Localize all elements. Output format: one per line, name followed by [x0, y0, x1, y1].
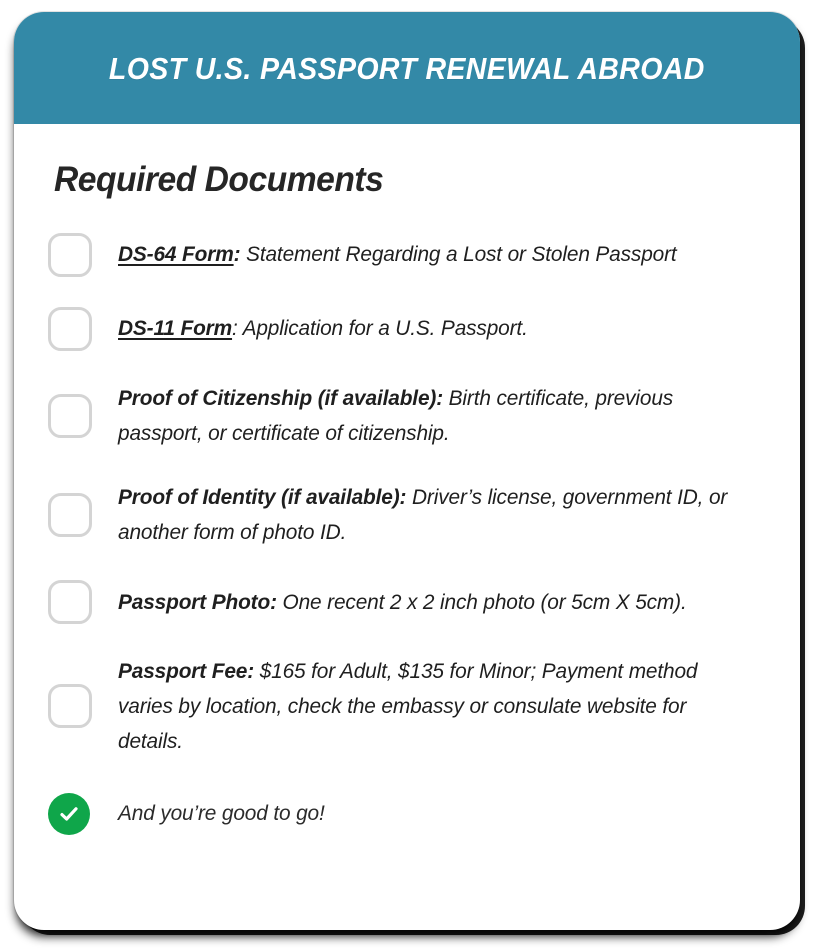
list-item-description: Application for a U.S. Passport. — [237, 316, 528, 341]
list-item-lead: Passport Photo — [118, 589, 271, 614]
list-item[interactable] — [48, 233, 766, 277]
list-item-text — [118, 311, 528, 346]
list-item[interactable] — [48, 654, 766, 758]
list-item[interactable] — [48, 580, 766, 624]
list-item-lead: Proof of Citizenship (if available) — [118, 385, 437, 410]
list-item-description: $165 for Adult, $135 for Minor; Payment method varies by location, check the embassy or consulate website for details. — [118, 659, 698, 753]
list-item-text — [118, 480, 739, 550]
card-header — [14, 12, 800, 124]
list-item-description: Statement Regarding a Lost or Stolen Passport — [240, 242, 677, 267]
required-documents-list — [48, 233, 766, 759]
page-title: LOST U.S. PASSPORT RENEWAL ABROAD — [109, 50, 705, 86]
empty-checkbox-icon[interactable] — [48, 233, 92, 277]
list-item-description: Birth certificate, previous passport, or certificate of citizenship. — [118, 385, 674, 445]
list-item-lead: DS-11 Form — [118, 316, 233, 341]
empty-checkbox-icon[interactable] — [48, 394, 92, 438]
list-item[interactable] — [48, 307, 766, 351]
list-item-lead-punct: : — [233, 242, 241, 267]
list-item-lead-punct: : — [399, 485, 407, 510]
list-item-lead: Passport Fee — [118, 659, 248, 684]
list-item-text — [118, 381, 739, 451]
empty-checkbox-icon[interactable] — [48, 307, 92, 351]
list-item-lead-punct: : — [270, 589, 277, 614]
list-item-description: One recent 2 x 2 inch photo (or 5cm X 5cm). — [276, 589, 687, 614]
empty-checkbox-icon[interactable] — [48, 684, 92, 728]
empty-checkbox-icon[interactable] — [48, 493, 92, 537]
list-item-lead: DS-64 Form — [118, 242, 234, 267]
list-item-text — [118, 585, 687, 620]
checklist-card — [14, 12, 800, 930]
list-item-text — [118, 654, 739, 758]
empty-checkbox-icon[interactable] — [48, 580, 92, 624]
list-item[interactable] — [48, 480, 766, 550]
list-item-text — [118, 237, 677, 272]
section-title: Required Documents — [54, 160, 384, 199]
list-item-lead-punct: : — [436, 385, 444, 410]
list-item-lead-punct: : — [232, 316, 238, 341]
completion-row — [48, 793, 766, 835]
completion-text: And you’re good to go! — [118, 801, 325, 826]
list-item-lead: Proof of Identity (if available) — [118, 485, 400, 510]
list-item-description: Driver’s license, government ID, or another form of photo ID. — [118, 485, 728, 545]
card-body — [14, 124, 800, 835]
list-item[interactable] — [48, 381, 766, 451]
check-circle-icon — [48, 793, 90, 835]
list-item-lead-punct: : — [247, 659, 255, 684]
